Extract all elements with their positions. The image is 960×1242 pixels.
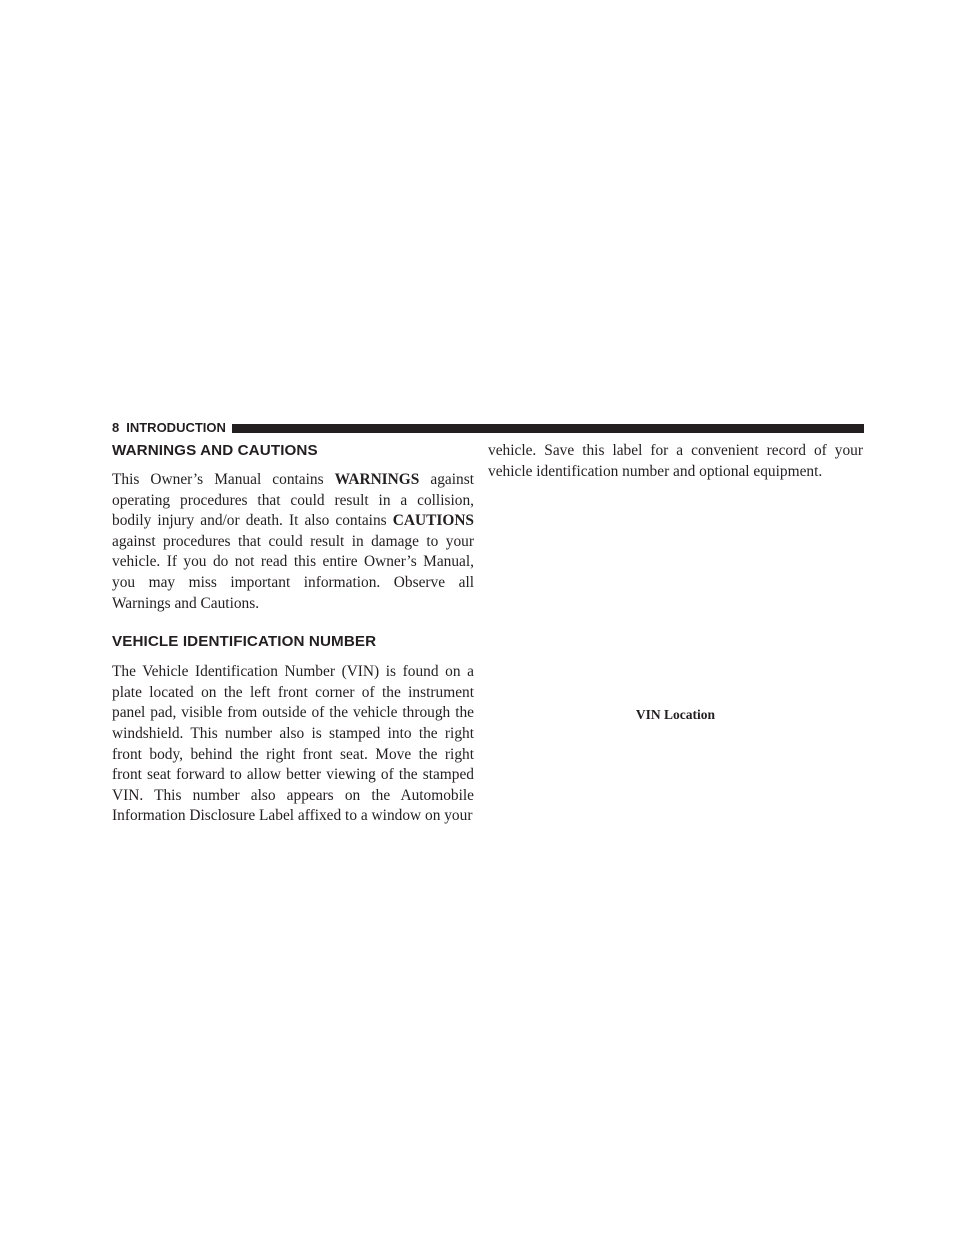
vin-heading: VEHICLE IDENTIFICATION NUMBER bbox=[112, 633, 377, 651]
paragraph-text: This Owner’s Manual contains bbox=[112, 471, 335, 488]
warnings-cautions-heading: WARNINGS AND CAUTIONS bbox=[112, 442, 318, 459]
figure-caption: VIN Location bbox=[635, 707, 716, 722]
section-title: INTRODUCTION bbox=[126, 420, 226, 435]
paragraph-text: against operating procedures that could result in a collision, bodily injury and/or death. It also contains bbox=[112, 471, 474, 530]
left-column bbox=[112, 440, 474, 827]
vin-paragraph-continued: vehicle. Save this label for a convenient record of your vehicle identification number and optional equipment. bbox=[488, 442, 863, 480]
warnings-cautions-paragraph bbox=[112, 470, 474, 614]
right-column bbox=[488, 440, 863, 482]
paragraph-text: against procedures that could result in damage to your vehicle. If you do not read this entire Owner’s Manual, you may miss important information. Observe all Warnings and Cautions. bbox=[112, 532, 474, 612]
vin-paragraph: The Vehicle Identification Number (VIN) is found on a plate located on the left front corner of the instrument panel pad, visible from outside of the vehicle through the windshield. This number also is stamped into the right front body, behind the right front seat. Move the right front seat forward to allow better viewing of the stamped VIN. This number also appears on the Automobile Information Disclosure Label affixed to a window on your bbox=[112, 663, 474, 825]
cautions-term: CAUTIONS bbox=[392, 512, 474, 530]
header-rule bbox=[232, 424, 864, 433]
running-header bbox=[112, 418, 864, 438]
page-number: 8 bbox=[112, 420, 120, 435]
warnings-term: WARNINGS bbox=[334, 471, 420, 488]
